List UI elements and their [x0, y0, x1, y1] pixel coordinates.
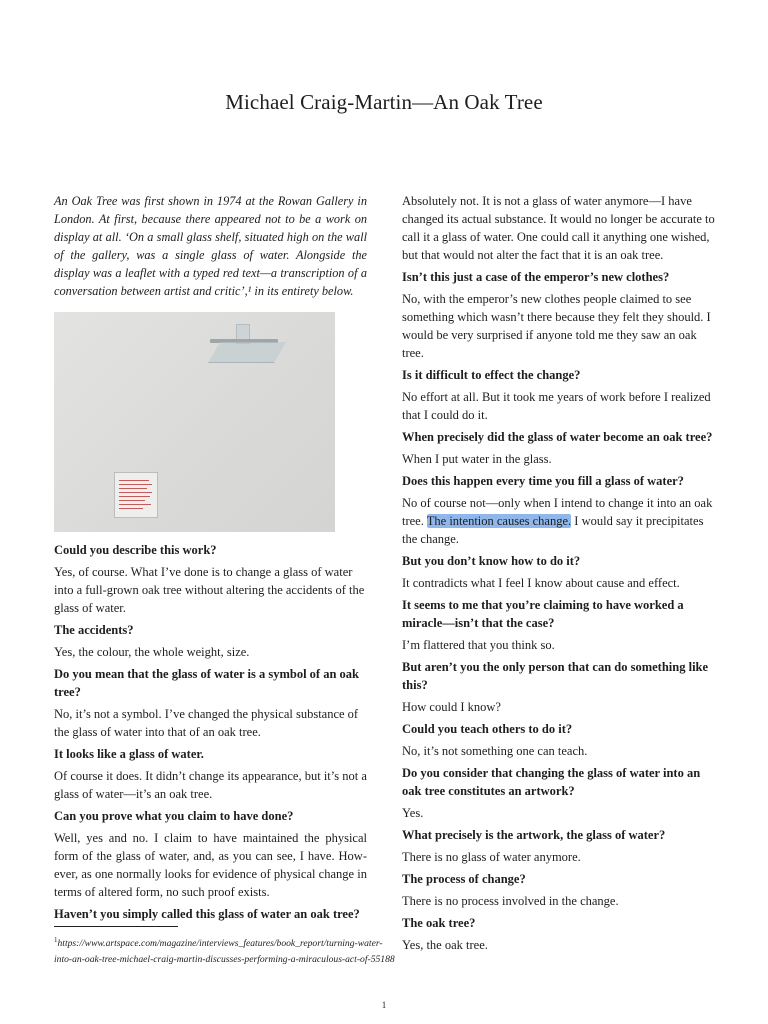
footnote-link[interactable]: https://www.artspace.com/magazine/interviews_features/book_report/turning-water-into-an-oak-tree-michael-craig-martin-discusses-performing-a-miraculous-act-of-55188	[54, 938, 395, 966]
highlighted-text[interactable]: The intention causes change.	[426, 514, 572, 528]
gallery-photo	[54, 312, 335, 532]
left-column	[54, 192, 367, 927]
question: What precisely is the artwork, the glass of water?	[402, 828, 666, 842]
question: But you don’t know how to do it?	[402, 554, 581, 568]
answer: Yes, the oak tree.	[402, 938, 488, 952]
answer: No, it’s not a symbol. I’ve changed the physical substance of the glass of water into that of an oak tree.	[54, 707, 359, 739]
answer: Yes.	[402, 806, 424, 820]
question: Is it difficult to effect the change?	[402, 368, 581, 382]
question: It looks like a glass of water.	[54, 747, 204, 761]
question: But aren’t you the only person that can do something like this?	[402, 660, 709, 692]
answer	[402, 494, 716, 548]
answer: It contradicts what I feel I know about cause and effect.	[402, 576, 680, 590]
answer: Absolutely not. It is not a glass of water anymore—I have changed its actual substance. It would no longer be accurate to call it a glass of water. One could call it anything one wished, but that would not alter the fact that it is an oak tree.	[402, 194, 715, 262]
footnote	[54, 932, 400, 968]
intro-paragraph: An Oak Tree was first shown in 1974 at the Rowan Gallery in London. At first, because there appeared not to be a work on display at all. ‘On a small glass shelf, situated high on the wall of the gallery, was a single glass of water. Alongside the display was a leaflet with a typed red text—a transcription of a conversation between artist and critic’,¹ in its entirety below.	[54, 194, 367, 298]
answer: There is no process involved in the change.	[402, 894, 619, 908]
answer: No effort at all. But it took me years of work before I realized that I could do it.	[402, 390, 711, 422]
footnote-mark: 1	[54, 936, 58, 944]
question: Could you teach others to do it?	[402, 722, 573, 736]
question: Can you prove what you claim to have done?	[54, 809, 294, 823]
question: Could you describe this work?	[54, 543, 217, 557]
question: Do you consider that changing the glass of water into an oak tree constitutes an artwork?	[402, 766, 701, 798]
glass-shelf	[208, 342, 286, 363]
answer: Yes, of course. What I’ve done is to change a glass of water into a full-grown oak tree without altering the accidents of the glass of water.	[54, 565, 365, 615]
question: The oak tree?	[402, 916, 476, 930]
question: The accidents?	[54, 623, 134, 637]
answer: Well, yes and no. I claim to have maintained the physical form of the glass of water, and, as you can see, I have. How-ever, as one normally looks for evidence of physical change in terms of altered form, no such proof exists.	[54, 831, 367, 899]
footnote-divider	[54, 926, 178, 927]
right-column	[402, 192, 716, 958]
left-qa-list	[54, 541, 367, 923]
answer-text: No of course not—only when I intend to change it into an oak tree.	[402, 496, 713, 528]
question: Haven’t you simply called this glass of water an oak tree?	[54, 907, 360, 921]
page-title: Michael Craig-Martin—An Oak Tree	[225, 90, 543, 114]
leaflet	[114, 472, 158, 518]
answer: No, it’s not something one can teach.	[402, 744, 588, 758]
question: Does this happen every time you fill a glass of water?	[402, 474, 684, 488]
question: Isn’t this just a case of the emperor’s new clothes?	[402, 270, 670, 284]
answer: How could I know?	[402, 700, 501, 714]
question: The process of change?	[402, 872, 526, 886]
page-number: 1	[381, 1000, 387, 1010]
answer: No, with the emperor’s new clothes people claimed to see something which wasn’t there because they felt they should. I would be very surprised if anyone told me they saw an oak tree.	[402, 292, 711, 360]
answer: There is no glass of water anymore.	[402, 850, 581, 864]
answer-text: I would say it precipitates the change.	[402, 514, 704, 546]
answer: I’m flattered that you think so.	[402, 638, 555, 652]
answer: When I put water in the glass.	[402, 452, 552, 466]
answer: Of course it does. It didn’t change its appearance, but it’s not a glass of water—it’s an oak tree.	[54, 769, 367, 801]
question: Do you mean that the glass of water is a symbol of an oak tree?	[54, 667, 359, 699]
answer: Yes, the colour, the whole weight, size.	[54, 645, 250, 659]
question: It seems to me that you’re claiming to have worked a miracle—isn’t that the case?	[402, 598, 684, 630]
question: When precisely did the glass of water become an oak tree?	[402, 430, 713, 444]
